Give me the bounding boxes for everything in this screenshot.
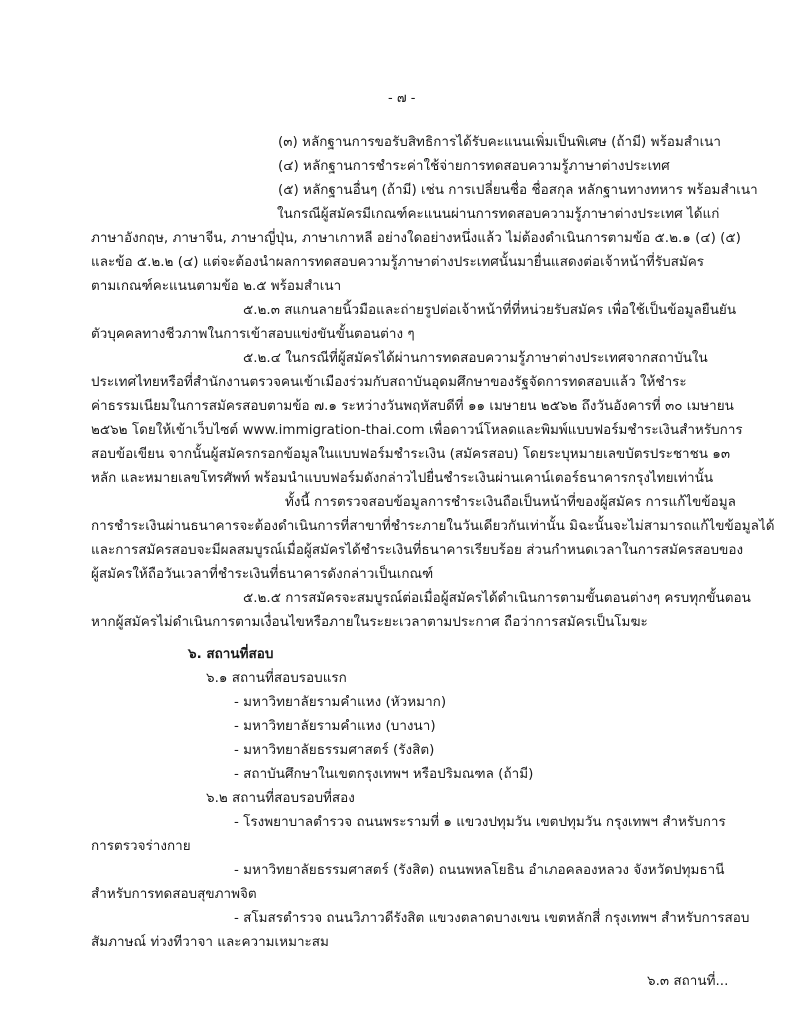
language-note-line: ตามเกณฑ์คะแนนตามข้อ ๒.๕ พร้อมสำเนา (91, 278, 342, 294)
venue-item: - โรงพยาบาลตำรวจ ถนนพระรามที่ ๑ แขวงปทุมวัน เขตปทุมวัน กรุงเทพฯ สำหรับการ (234, 814, 726, 830)
venue-item: - มหาวิทยาลัยรามคำแหง (หัวหมาก) (234, 694, 447, 710)
item-5-2-4-cont: สอบข้อเขียน จากนั้นผู้สมัครกรอกข้อมูลในแบบฟอร์มชำระเงิน (สมัครสอบ) โดยระบุหมายเลขบัตรประชาชน ๑๓ (91, 446, 731, 462)
venue-item-cont: สำหรับการทดสอบสุขภาพจิต (91, 886, 257, 902)
evidence-item-5: (๕) หลักฐานอื่นๆ (ถ้ามี) เช่น การเปลี่ยนชื่อ ชื่อสกุล หลักฐานทางทหาร พร้อมสำเนา (278, 182, 758, 198)
language-note-line: ในกรณีผู้สมัครมีเกณฑ์คะแนนผ่านการทดสอบความรู้ภาษาต่างประเทศ ได้แก่ (277, 206, 720, 222)
venue-item-cont: การตรวจร่างกาย (91, 838, 191, 854)
item-5-2-5-cont: หากผู้สมัครไม่ดำเนินการตามเงื่อนไขหรือภายในระยะเวลาตามประกาศ ถือว่าการสมัครเป็นโมฆะ (91, 614, 648, 630)
section-6-heading: ๖. สถานที่สอบ (188, 646, 274, 662)
venue-item: - มหาวิทยาลัยธรรมศาสตร์ (รังสิต) (234, 742, 435, 758)
venue-item: - สโมสรตำรวจ ถนนวิภาวดีรังสิต แขวงตลาดบางเขน เขตหลักสี่ กรุงเทพฯ สำหรับการสอบ (234, 910, 750, 926)
section-6-2-heading: ๖.๒ สถานที่สอบรอบที่สอง (206, 790, 355, 806)
continuation-marker: ๖.๓ สถานที่... (647, 973, 729, 989)
item-5-2-3: ๕.๒.๓ สแกนลายนิ้วมือและถ่ายรูปต่อเจ้าหน้าที่ที่หน่วยรับสมัคร เพื่อใช้เป็นข้อมูลยืนยัน (243, 302, 737, 318)
item-5-2-4-cont: ประเทศไทยหรือที่สำนักงานตรวจคนเข้าเมืองร่วมกับสถาบันอุดมศึกษาของรัฐจัดการทดสอบแล้ว ให้ชำระ (91, 374, 687, 390)
venue-item: - มหาวิทยาลัยธรรมศาสตร์ (รังสิต) ถนนพหลโยธิน อำเภอคลองหลวง จังหวัดปทุมธานี (234, 862, 725, 878)
language-note-line: ภาษาอังกฤษ, ภาษาจีน, ภาษาญี่ปุ่น, ภาษาเกาหลี อย่างใดอย่างหนึ่งแล้ว ไม่ต้องดำเนินการตามข้อ ๕.๒.๑ (๔) (๕) (91, 230, 741, 246)
item-5-2-5: ๕.๒.๕ การสมัครจะสมบูรณ์ต่อเมื่อผู้สมัครได้ดำเนินการตามขั้นตอนต่างๆ ครบทุกขั้นตอน (243, 590, 751, 606)
item-5-2-4-cont: ๒๕๖๒ โดยให้เข้าเว็บไซต์ www.immigration-thai.com เพื่อดาวน์โหลดและพิมพ์แบบฟอร์มชำระเงินสำหรับการ (91, 422, 743, 438)
evidence-item-3: (๓) หลักฐานการขอรับสิทธิการได้รับคะแนนเพิ่มเป็นพิเศษ (ถ้ามี) พร้อมสำเนา (278, 134, 721, 150)
evidence-item-4: (๔) หลักฐานการชำระค่าใช้จ่ายการทดสอบความรู้ภาษาต่างประเทศ (278, 158, 670, 174)
payment-note-cont: การชำระเงินผ่านธนาคารจะต้องดำเนินการที่สาขาที่ชำระภายในวันเดียวกันเท่านั้น มิฉะนั้นจะไม่สามารถแก้ไขข้อมูลได้ (91, 518, 775, 534)
item-5-2-4-cont: หลัก และหมายเลขโทรศัพท์ พร้อมนำแบบฟอร์มดังกล่าวไปยื่นชำระเงินผ่านเคาน์เตอร์ธนาคารกรุงไทยเท่านั้น (91, 470, 714, 486)
language-note-line: และข้อ ๕.๒.๒ (๔) แต่จะต้องนำผลการทดสอบความรู้ภาษาต่างประเทศนั้นมายื่นแสดงต่อเจ้าหน้าที่รับสมัคร (91, 254, 705, 270)
venue-item: - มหาวิทยาลัยรามคำแหง (บางนา) (234, 718, 436, 734)
payment-note: ทั้งนี้ การตรวจสอบข้อมูลการชำระเงินถือเป็นหน้าที่ของผู้สมัคร การแก้ไขข้อมูล (285, 494, 736, 510)
venue-item-cont: สัมภาษณ์ ท่วงทีวาจา และความเหมาะสม (91, 934, 329, 950)
item-5-2-4-cont: ค่าธรรมเนียมในการสมัครสอบตามข้อ ๗.๑ ระหว่างวันพฤหัสบดีที่ ๑๑ เมษายน ๒๕๖๒ ถึงวันอังคารที่ ๓๐ เมษายน (91, 398, 734, 414)
item-5-2-3-cont: ตัวบุคคลทางชีวภาพในการเข้าสอบแข่งขันขั้นตอนต่าง ๆ (91, 326, 415, 342)
payment-note-cont: และการสมัครสอบจะมีผลสมบูรณ์เมื่อผู้สมัครได้ชำระเงินที่ธนาคารเรียบร้อย ส่วนกำหนดเวลาในการสมัครสอบของ (91, 542, 744, 558)
item-5-2-4: ๕.๒.๔ ในกรณีที่ผู้สมัครได้ผ่านการทดสอบความรู้ภาษาต่างประเทศจากสถาบันใน (243, 350, 708, 366)
page-number: - ๗ - (388, 91, 416, 106)
venue-item: - สถาบันศึกษาในเขตกรุงเทพฯ หรือปริมณฑล (ถ้ามี) (234, 766, 534, 782)
section-6-1-heading: ๖.๑ สถานที่สอบรอบแรก (206, 670, 347, 686)
payment-note-cont: ผู้สมัครให้ถือวันเวลาที่ชำระเงินที่ธนาคารดังกล่าวเป็นเกณฑ์ (91, 566, 434, 582)
